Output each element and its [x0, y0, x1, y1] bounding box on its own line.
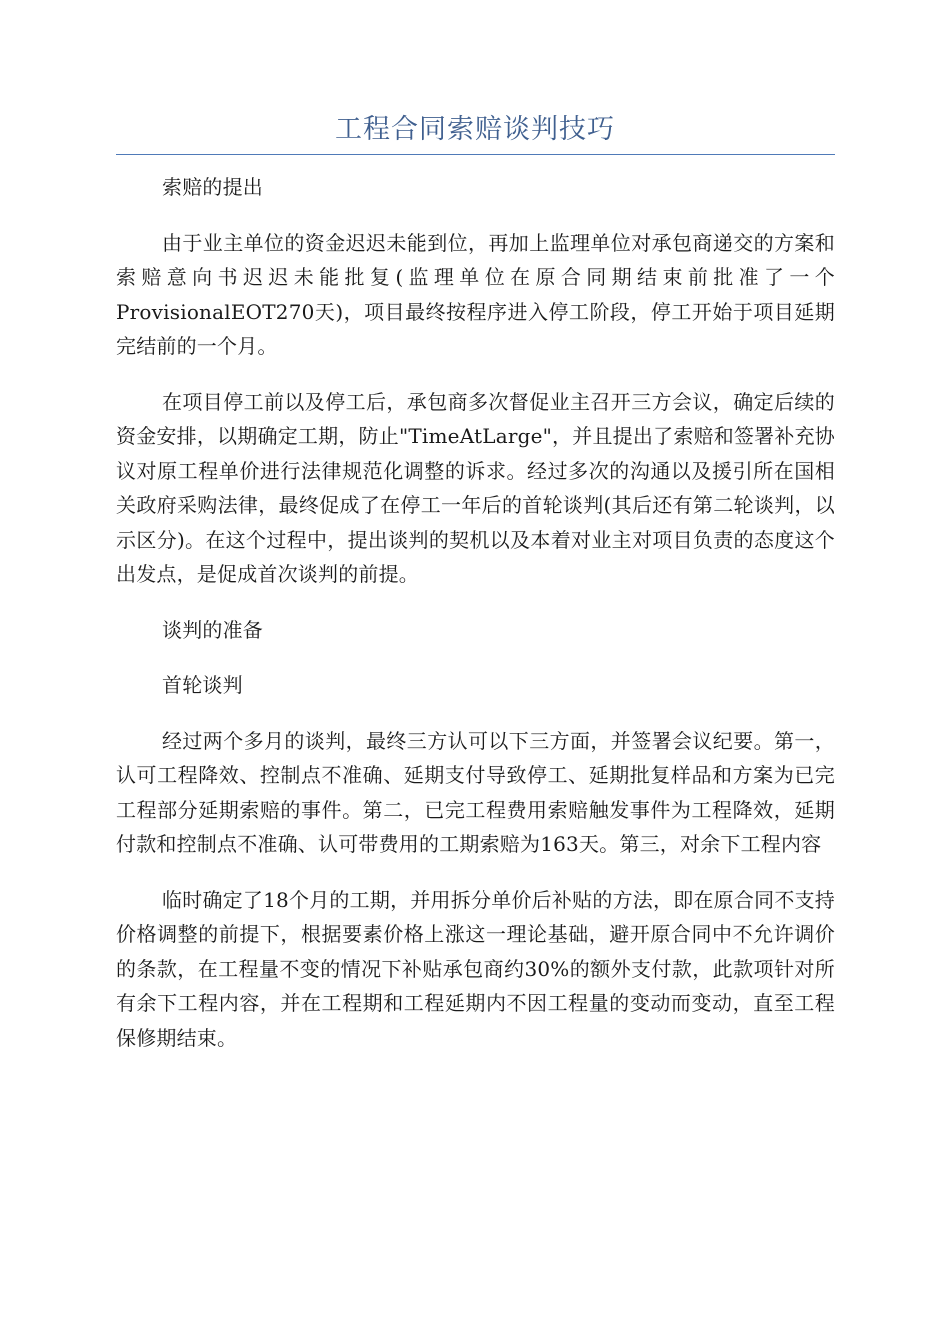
paragraph: 临时确定了18个月的工期，并用拆分单价后补贴的方法，即在原合同不支持价格调整的前提下，根据要素价格上涨这一理论基础，避开原合同中不允许调价的条款，在工程量不变的情况下补贴承包商约30%的额外支付款，此款项针对所有余下工程内容，并在工程期和工程延期内不因工程量的变动而变动，直至工程保修期结束。 — [116, 887, 835, 1050]
document-title: 工程合同索赔谈判技巧 — [335, 114, 615, 145]
section-heading: 索赔的提出 — [162, 175, 263, 199]
section-heading: 谈判的准备 — [162, 617, 263, 642]
paragraph: 由于业主单位的资金迟迟未能到位，再加上监理单位对承包商递交的方案和索赔意向书迟迟未能批复(监理单位在原合同期结束前批准了一个ProvisionalEOT270天)，项目最终按程序进入停工阶段，停工开始于项目延期完结前的一个月。 — [116, 230, 835, 358]
document-body — [116, 170, 835, 1055]
paragraph: 经过两个多月的谈判，最终三方认可以下三方面，并签署会议纪要。第一，认可工程降效、控制点不准确、延期支付导致停工、延期批复样品和方案为已完工程部分延期索赔的事件。第二，已完工程费用索赔触发事件为工程降效，延期付款和控制点不准确、认可带费用的工期索赔为163天。第三，对余下工程内容 — [116, 728, 835, 856]
paragraph: 在项目停工前以及停工后，承包商多次督促业主召开三方会议，确定后续的资金安排，以期确定工期，防止"TimeAtLarge"，并且提出了索赔和签署补充协议对原工程单价进行法律规范化调整的诉求。经过多次的沟通以及援引所在国相关政府采购法律，最终促成了在停工一年后的首轮谈判(其后还有第二轮谈判，以示区分)。在这个过程中，提出谈判的契机以及本着对业主对项目负责的态度这个出发点，是促成首次谈判的前提。 — [116, 389, 835, 586]
section-heading: 首轮谈判 — [162, 673, 243, 697]
title-underline — [116, 154, 835, 155]
